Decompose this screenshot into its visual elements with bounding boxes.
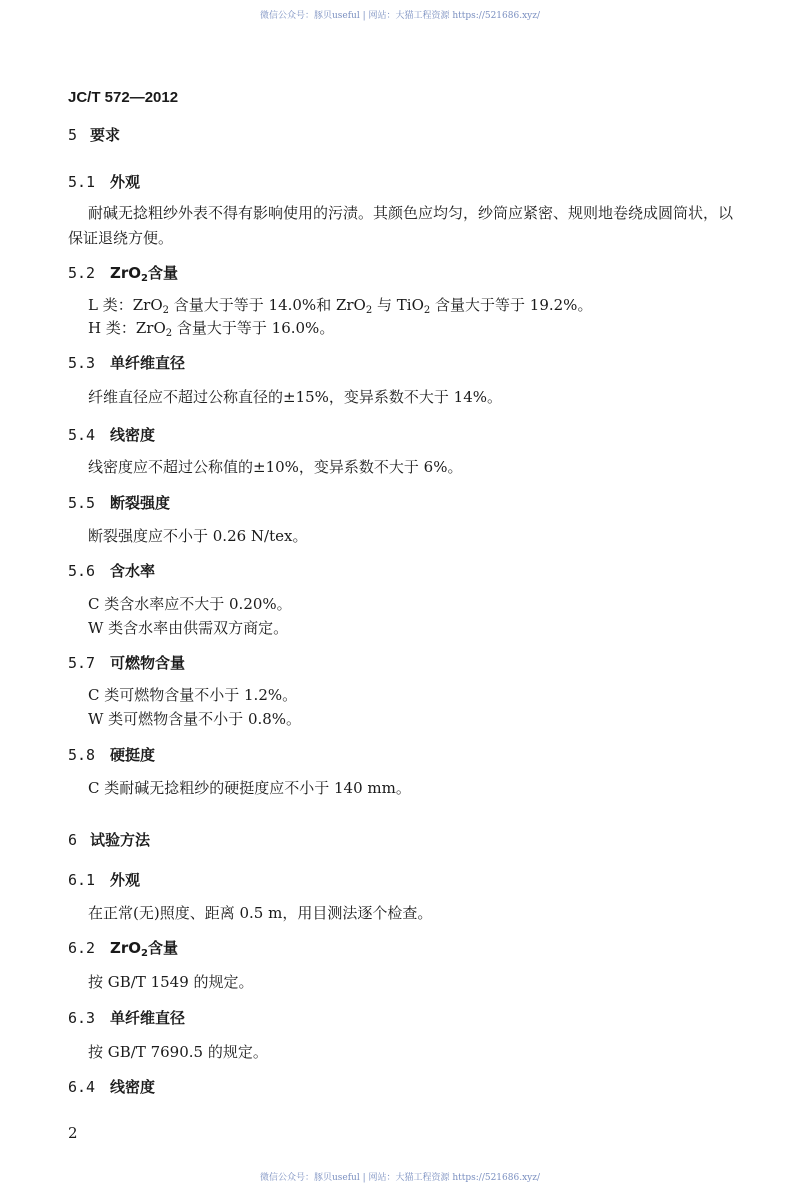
paragraph-line: C 类可燃物含量不小于 1.2%。 [88,686,298,704]
paragraph-line: C 类含水率应不大于 0.20%。 [88,595,292,613]
section-5-1-heading: 5.1 外观 [68,173,141,191]
section-5-2-heading: 5.2 ZrO$_2$含量 [68,264,179,284]
section-5-7-heading: 5.7 可燃物含量 [68,654,186,672]
section-5-4-heading: 5.4 线密度 [68,426,156,444]
paragraph-line: 在正常(无)照度、距离 0.5 m，用目测法逐个检查。 [88,904,433,922]
section-5-6-heading: 5.6 含水率 [68,562,156,580]
section-5-8-heading: 5.8 硬挺度 [68,746,156,764]
paragraph-line: W 类可燃物含量不小于 0.8%。 [88,710,302,728]
section-6-heading: 6 试验方法 [68,831,151,849]
paragraph-line: 线密度应不超过公称值的±10%，变异系数不大于 6%。 [88,458,463,476]
paragraph-line: 纤维直径应不超过公称直径的±15%，变异系数不大于 14%。 [88,388,503,406]
header-watermark: 微信公众号：豚贝useful | 网站：大猫工程资源 https://521686.xyz/ [259,11,541,21]
paragraph-line: C 类耐碱无捻粗纱的硬挺度应不小于 140 mm。 [88,779,411,797]
paragraph-line: 保证退绕方便。 [68,229,174,247]
section-5-5-heading: 5.5 断裂强度 [68,494,171,512]
h-class-requirement: H 类：ZrO$_2$ 含量大于等于 16.0%。 [88,319,335,339]
paragraph-line: W 类含水率由供需双方商定。 [88,619,289,637]
paragraph-line: 按 GB/T 1549 的规定。 [88,973,254,991]
section-5-3-heading: 5.3 单纤维直径 [68,354,186,372]
section-6-3-heading: 6.3 单纤维直径 [68,1009,186,1027]
section-6-1-heading: 6.1 外观 [68,871,141,889]
paragraph-line: 耐碱无捻粗纱外表不得有影响使用的污渍。其颜色应均匀，纱筒应紧密、规则地卷绕成圆筒状，以 [88,204,734,222]
l-class-requirement: L 类：ZrO$_2$ 含量大于等于 14.0%和 ZrO$_2$ 与 TiO$_2$ 含量大于等于 19.2%。 [88,296,593,316]
section-5-heading: 5 要求 [68,126,121,144]
section-6-2-heading: 6.2 ZrO$_2$含量 [68,939,179,959]
section-6-4-heading: 6.4 线密度 [68,1078,156,1096]
paragraph-line: 按 GB/T 7690.5 的规定。 [88,1043,268,1061]
standard-code: JC/T 572—2012 [68,89,179,106]
page-number: 2 [68,1124,78,1142]
paragraph-line: 断裂强度应不小于 0.26 N/tex。 [88,527,308,545]
footer-watermark: 微信公众号：豚贝useful | 网站：大猫工程资源 https://521686.xyz/ [259,1173,541,1183]
